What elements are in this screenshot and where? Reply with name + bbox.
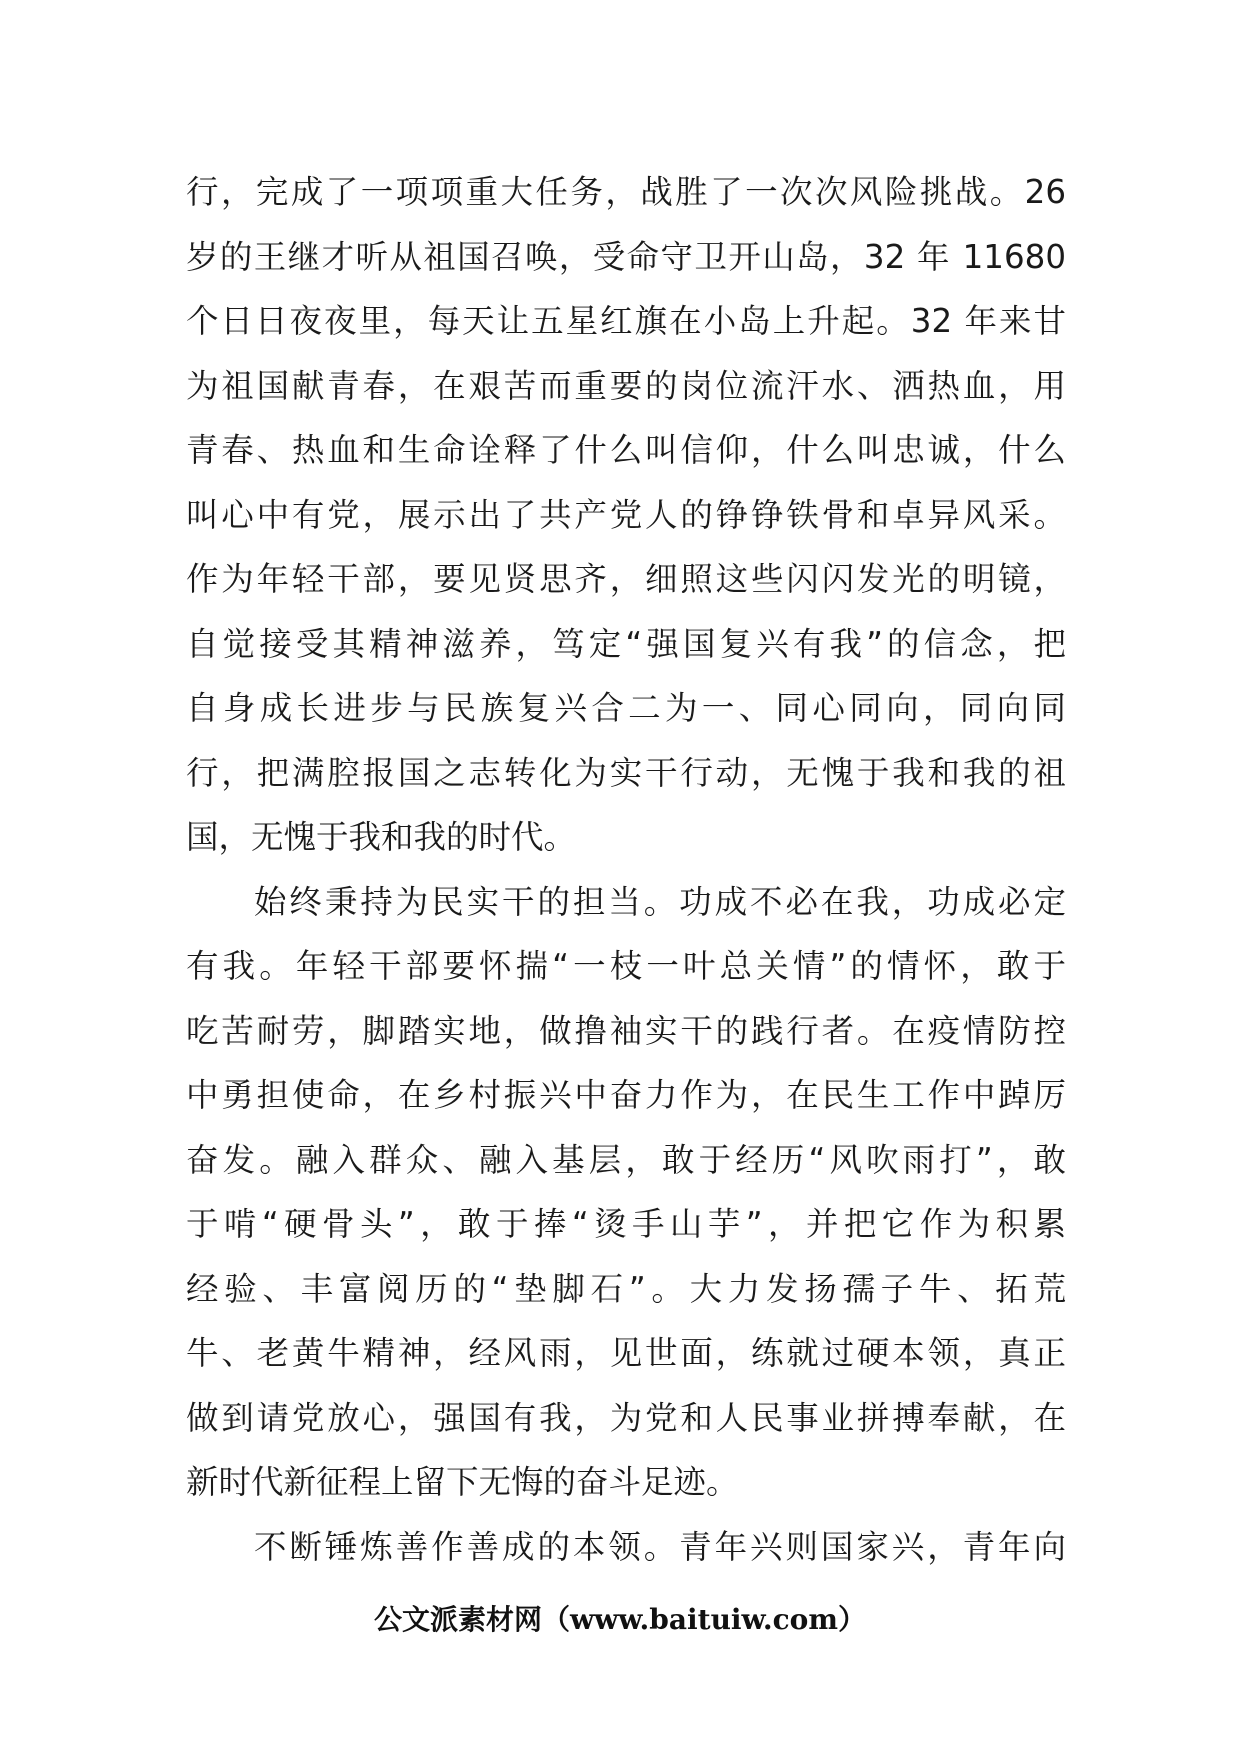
text-line: 新时代新征程上留下无悔的奋斗足迹。 <box>186 1463 739 1501</box>
text-line: 自身成长进步与民族复兴合二为一、同心同向，同向同 <box>186 689 1066 727</box>
text-line: 经验、丰富阅历的“垫脚石”。大力发扬孺子牛、拓荒 <box>186 1269 1066 1308</box>
text-line: 做到请党放心，强国有我，为党和人民事业拼搏奉献，在 <box>186 1398 1066 1437</box>
text-line: 个日日夜夜里，每天让五星红旗在小岛上升起。32 年来甘 <box>186 302 1066 340</box>
text-line: 奋发。融入群众、融入基层，敢于经历“风吹雨打”，敢 <box>186 1140 1066 1179</box>
text-line: 自觉接受其精神滋养，笃定“强国复兴有我”的信念，把 <box>186 624 1066 663</box>
footer-watermark: 公文派素材网（www.baituiw.com） <box>374 1603 866 1636</box>
text-line: 叫心中有党，展示出了共产党人的铮铮铁骨和卓异风采。 <box>186 495 1066 534</box>
text-line: 为祖国献青春，在艰苦而重要的岗位流汗水、洒热血，用 <box>186 366 1066 405</box>
text-line: 作为年轻干部，要见贤思齐，细照这些闪闪发光的明镜， <box>186 560 1066 598</box>
text-line: 于啃“硬骨头”，敢于捧“烫手山芋”，并把它作为积累 <box>186 1205 1066 1243</box>
text-line: 行，完成了一项项重大任务，战胜了一次次风险挑战。26 <box>186 173 1066 211</box>
text-line: 青春、热血和生命诠释了什么叫信仰，什么叫忠诚，什么 <box>186 431 1066 469</box>
text-line: 有我。年轻干部要怀揣“一枝一叶总关情”的情怀，敢于 <box>186 947 1066 985</box>
text-line: 吃苦耐劳，脚踏实地，做撸袖实干的践行者。在疫情防控 <box>186 1011 1066 1050</box>
text-line: 牛、老黄牛精神，经风雨，见世面，练就过硬本领，真正 <box>186 1334 1066 1372</box>
text-line: 行，把满腔报国之志转化为实干行动，无愧于我和我的祖 <box>186 753 1066 792</box>
text-line: 始终秉持为民实干的担当。功成不必在我，功成必定 <box>254 882 1066 921</box>
text-line: 岁的王继才听从祖国召唤，受命守卫开山岛，32 年 11680 <box>186 237 1066 276</box>
text-line: 国，无愧于我和我的时代。 <box>186 818 577 856</box>
body-text <box>186 160 1066 1579</box>
text-line: 不断锤炼善作善成的本领。青年兴则国家兴，青年向 <box>254 1527 1066 1566</box>
text-line: 中勇担使命，在乡村振兴中奋力作为，在民生工作中踔厉 <box>186 1076 1066 1114</box>
